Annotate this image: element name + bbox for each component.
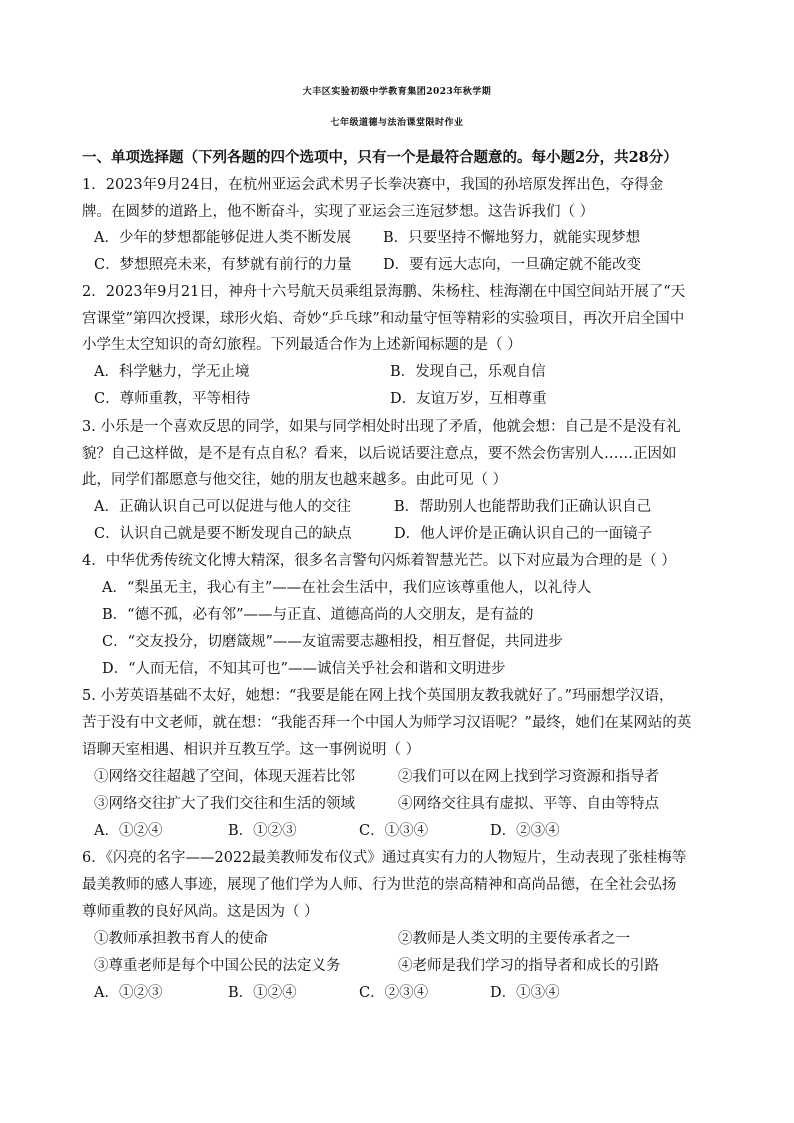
question-4-option-b: B．“德不孤，必有邻”——与正直、道德高尚的人交朋友，是有益的 <box>102 607 534 623</box>
question-5-statement-1: ①网络交往超越了空间，体现天涯若比邻 <box>94 769 355 785</box>
question-6-option-b: B．①②④ <box>228 985 297 1001</box>
question-6-option-c: C．②③④ <box>359 985 429 1001</box>
question-3-option-b: B．帮助别人也能帮助我们正确认识自己 <box>394 499 652 515</box>
question-1-option-c: C．梦想照亮未来，有梦就有前行的力量 <box>94 257 352 273</box>
question-1-stem-line2: 牌。在圆梦的道路上，他不断奋斗，实现了亚运会三连冠梦想。这告诉我们（ ） <box>82 204 595 220</box>
question-3-stem-line2: 貌？自己这样做，是不是有点自私？看来，以后说话要注意点，要不然会伤害别人……正因如 <box>82 446 677 462</box>
question-6-option-d: D．①③④ <box>490 985 560 1001</box>
question-6-statement-2: ②教师是人类文明的主要传承者之一 <box>398 931 630 947</box>
question-6-statement-3: ③尊重老师是每个中国公民的法定义务 <box>94 958 341 974</box>
question-3-stem-line3: 此，同学们都愿意与他交往，她的朋友也越来越多。由此可见（ ） <box>82 472 508 488</box>
question-2-option-b: B．发现自己，乐观自信 <box>390 364 546 380</box>
section-heading: 一、单项选择题（下列各题的四个选项中，只有一个是最符合题意的。每小题2分，共28分） <box>82 149 678 166</box>
question-5-option-a: A．①②④ <box>94 823 163 839</box>
question-5-statement-4: ④网络交往具有虚拟、平等、自由等特点 <box>398 796 659 812</box>
question-5-stem-line2: 苦于没有中文老师，就在想：“我能否拜一个中国人为师学习汉语呢？”最终，她们在某网站的英 <box>82 715 692 731</box>
question-5-option-b: B．①②③ <box>228 823 297 839</box>
question-4-option-c: C．“交友投分，切磨箴规”——友谊需要志趣相投，相互督促，共同进步 <box>102 634 563 650</box>
question-1-option-b: B．只要坚持不懈地努力，就能实现梦想 <box>383 230 641 246</box>
question-6-statement-1: ①教师承担教书育人的使命 <box>94 931 268 947</box>
question-5-stem-line3: 语聊天室相遇、相识并互教互学。这一事例说明（ ） <box>82 742 421 758</box>
question-2-stem-line2: 宫课堂”第四次授课，球形火焰、奇妙“乒乓球”和动量守恒等精彩的实验项目，再次开启全国中 <box>82 311 685 327</box>
question-5-option-d: D．②③④ <box>490 823 560 839</box>
question-6-option-a: A．①②③ <box>94 985 163 1001</box>
question-4-option-a: A．“梨虽无主，我心有主”——在社会生活中，我们应该尊重他人，以礼待人 <box>102 580 592 596</box>
question-2-stem-line1: 2．2023年9月21日，神舟十六号航天员乘组景海鹏、朱杨柱、桂海潮在中国空间站开展了“天 <box>82 284 686 300</box>
question-3-option-c: C．认识自己就是要不断发现自己的缺点 <box>94 526 352 542</box>
question-2-option-a: A．科学魅力，学无止境 <box>94 364 250 380</box>
question-1-stem-line1: 1．2023年9月24日，在杭州亚运会武术男子长拳决赛中，我国的孙培原发挥出色，夺得金 <box>82 177 664 193</box>
question-4-stem-line1: 4．中华优秀传统文化博大精深，很多名言警句闪烁着智慧光芒。以下对应最为合理的是（ ） <box>82 553 676 569</box>
question-6-stem-line2: 最美教师的感人事迹，展现了他们学为人师、行为世范的崇高精神和高尚品德，在全社会弘扬 <box>82 877 677 893</box>
question-5-statement-2: ②我们可以在网上找到学习资源和指导者 <box>398 769 659 785</box>
question-4-option-d: D．“人而无信，不知其可也”——诚信关乎社会和谐和文明进步 <box>102 661 506 677</box>
question-3-option-d: D．他人评价是正确认识自己的一面镜子 <box>394 526 653 542</box>
question-2-stem-line3: 小学生太空知识的奇幻旅程。下列最适合作为上述新闻标题的是（ ） <box>82 337 522 353</box>
question-3-option-a: A．正确认识自己可以促进与他人的交往 <box>94 499 351 515</box>
question-5-stem-line1: 5. 小芳英语基础不太好，她想：“我要是能在网上找个英国朋友教我就好了。”玛丽想学汉语， <box>82 688 674 704</box>
question-5-statement-3: ③网络交往扩大了我们交往和生活的领域 <box>94 796 355 812</box>
question-1-option-d: D．要有远大志向，一旦确定就不能改变 <box>383 257 642 273</box>
exam-title-line1: 大丰区实验初级中学教育集团2023年秋学期 <box>302 87 492 97</box>
question-1-option-a: A．少年的梦想都能够促进人类不断发展 <box>94 230 351 246</box>
question-6-stem-line1: 6．《闪亮的名字——2022最美教师发布仪式》通过真实有力的人物短片，生动表现了张桂梅等 <box>82 850 687 866</box>
question-6-statement-4: ④老师是我们学习的指导者和成长的引路 <box>398 958 659 974</box>
question-2-option-d: D．友谊万岁，互相尊重 <box>390 391 547 407</box>
question-3-stem-line1: 3. 小乐是一个喜欢反思的同学，如果与同学相处时出现了矛盾，他就会想：自己是不是没有礼 <box>82 419 681 435</box>
exam-title-line2: 七年级道德与法治课堂限时作业 <box>330 118 464 128</box>
question-5-option-c: C．①③④ <box>359 823 429 839</box>
question-2-option-c: C．尊师重教，平等相待 <box>94 391 251 407</box>
question-6-stem-line3: 尊师重教的良好风尚。这是因为（ ） <box>82 904 319 920</box>
